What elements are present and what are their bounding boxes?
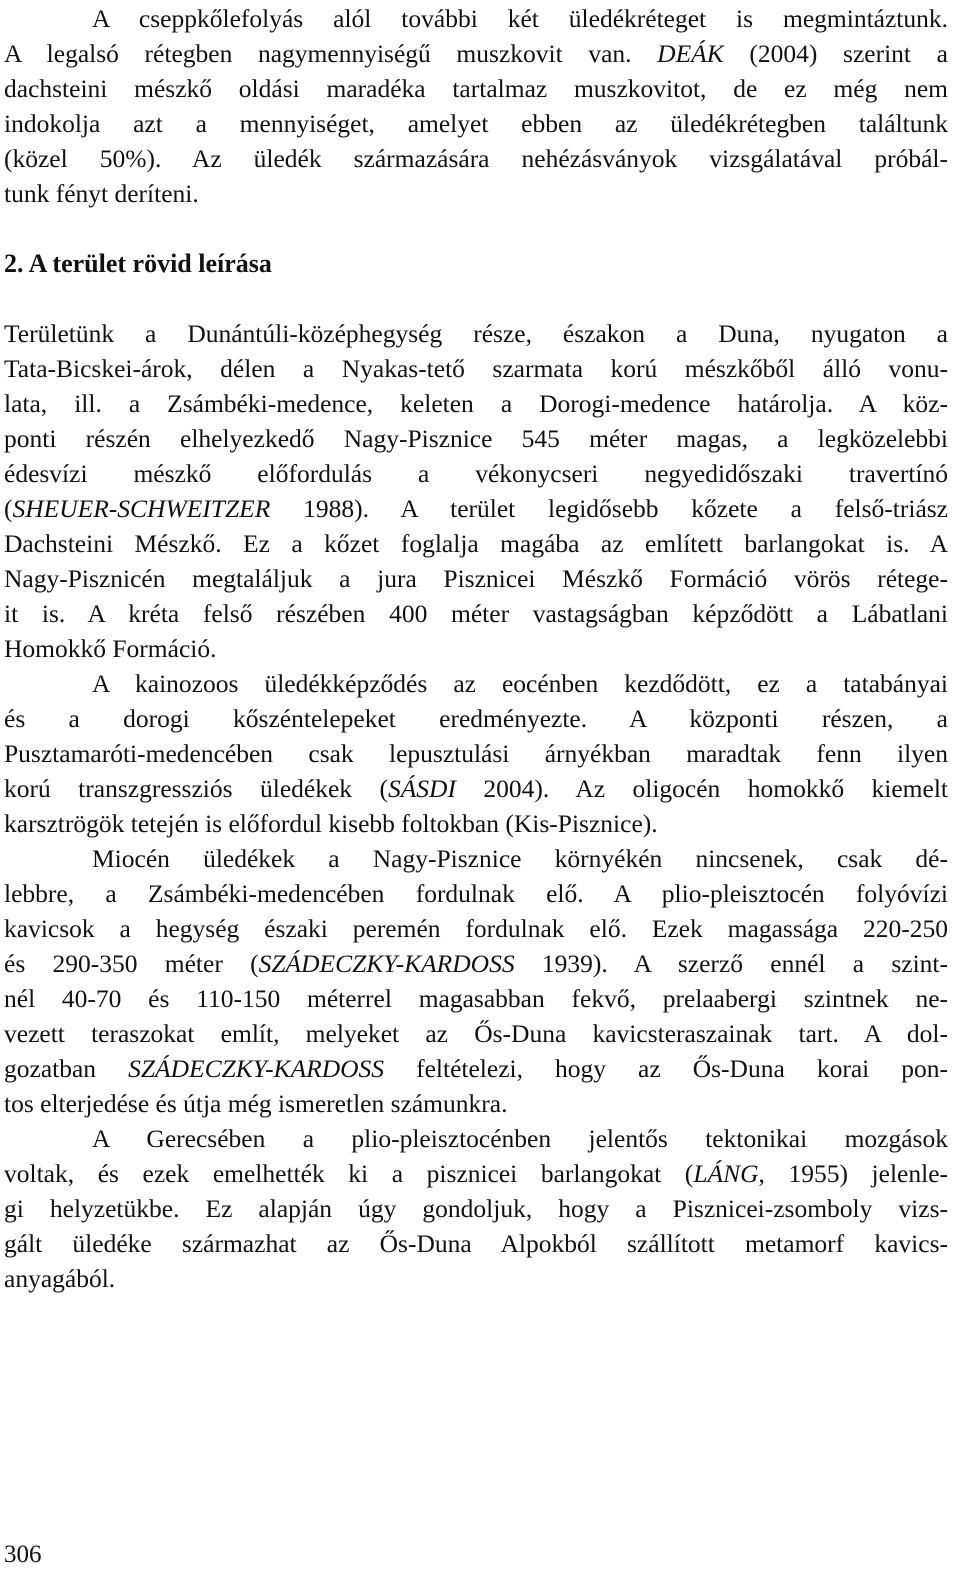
text-line: Homokkő Formáció. — [4, 634, 217, 663]
citation-author: LÁNG — [693, 1159, 759, 1188]
citation-author: SHEUER-SCHWEITZER — [12, 494, 271, 523]
text-line: vezett teraszokat említ, melyeket az Ős-Duna kavicsteraszainak tart. A dol- — [4, 1019, 948, 1048]
text-line: Területünk a Dunántúli-középhegység része, északon a Duna, nyugaton a — [4, 319, 948, 348]
text-line — [4, 36, 948, 71]
text-line — [4, 1156, 948, 1191]
text-line — [4, 491, 948, 526]
text-line: A Gerecsében a plio-pleisztocénben jelentős tektonikai mozgások — [92, 1124, 948, 1153]
text-line: indokolja azt a mennyiséget, amelyet ebben az üledékrétegben találtunk — [4, 109, 948, 138]
text-line: tunk fényt deríteni. — [4, 179, 199, 208]
paragraph-gerecse — [4, 1121, 948, 1296]
text-line — [4, 1051, 948, 1086]
text-line: és a dorogi kőszéntelepeket eredményezte. A központi részen, a — [4, 704, 948, 733]
text-line: A cseppkőlefolyás alól további két üledékréteget is megmintáztunk. — [92, 4, 948, 33]
text-fragment: , 1955) jelenle- — [758, 1159, 949, 1188]
text-fragment: ( — [4, 494, 13, 523]
paragraph-miocene — [4, 841, 948, 1121]
text-line: gi helyzetükbe. Ez alapján úgy gondoljuk, hogy a Pisznicei-zsomboly vizs- — [4, 1194, 948, 1223]
citation-author: DEÁK — [657, 39, 724, 68]
text-line: it is. A kréta felső részében 400 méter vastagságban képződött a Lábatlani — [4, 599, 948, 628]
text-line: lebbre, a Zsámbéki-medencében fordulnak elő. A plio-pleisztocén folyóvízi — [4, 879, 948, 908]
citation-author: SÁSDI — [387, 774, 456, 803]
text-line: karsztrögök tetején is előfordul kisebb foltokban (Kis-Pisznice). — [4, 809, 658, 838]
text-line: lata, ill. a Zsámbéki-medence, keleten a Dorogi-medence határolja. A köz- — [4, 389, 948, 418]
text-line: kavicsok a hegység északi peremén fordulnak elő. Ezek magassága 220-250 — [4, 914, 948, 943]
text-line: dachsteini mészkő oldási maradéka tartalmaz muszkovitot, de ez még nem — [4, 74, 948, 103]
text-line: anyagából. — [4, 1264, 116, 1293]
text-fragment: korú transzgressziós üledékek ( — [4, 774, 388, 803]
citation-author: SZÁDECZKY-KARDOSS — [128, 1054, 385, 1083]
paragraph-sediment-sampling — [4, 1, 948, 211]
text-line: nél 40-70 és 110-150 méterrel magasabban fekvő, prelaabergi szintnek ne- — [4, 984, 948, 1013]
citation-author: SZÁDECZKY-KARDOSS — [258, 949, 515, 978]
spacer — [4, 211, 948, 246]
text-fragment: A legalsó rétegben nagymennyiségű muszkovit van. — [4, 39, 658, 68]
text-line: (közel 50%). Az üledék származására nehézásványok vizsgálatával próbál- — [4, 144, 948, 173]
text-line — [4, 771, 948, 806]
text-line: Nagy-Pisznicén megtaláljuk a jura Pisznicei Mészkő Formáció vörös rétege- — [4, 564, 948, 593]
text-line — [4, 946, 948, 981]
text-line: Miocén üledékek a Nagy-Pisznice környékén nincsenek, csak dé- — [92, 844, 948, 873]
text-fragment: és 290-350 méter ( — [4, 949, 259, 978]
text-line: ponti részén elhelyezkedő Nagy-Pisznice 545 méter magas, a legközelebbi — [4, 424, 948, 453]
text-fragment: 1939). A szerző ennél a szint- — [514, 949, 948, 978]
text-line: A kainozoos üledékképződés az eocénben kezdődött, ez a tatabányai — [92, 669, 948, 698]
text-line: Tata-Bicskei-árok, délen a Nyakas-tető szarmata korú mészkőből álló vonu- — [4, 354, 948, 383]
text-fragment: voltak, és ezek emelhették ki a pisznicei barlangokat ( — [4, 1159, 694, 1188]
text-line: tos elterjedése és útja még ismeretlen számunkra. — [4, 1089, 508, 1118]
section-heading: 2. A terület rövid leírása — [4, 249, 272, 278]
text-line: gált üledéke származhat az Ős-Duna Alpokból szállított metamorf kavics- — [4, 1229, 948, 1258]
text-line: Pusztamaróti-medencében csak lepusztulási árnyékban maradtak fenn ilyen — [4, 739, 948, 768]
text-fragment: (2004) szerint a — [723, 39, 948, 68]
text-fragment: feltételezi, hogy az Ős-Duna korai pon- — [384, 1054, 948, 1083]
text-fragment: gozatban — [4, 1054, 129, 1083]
document-page — [4, 0, 948, 1296]
text-fragment: 2004). Az oligocén homokkő kiemelt — [455, 774, 948, 803]
text-line: édesvízi mészkő előfordulás a vékonycseri negyedidőszaki travertínó — [4, 459, 948, 488]
paragraph-area-description — [4, 316, 948, 666]
paragraph-cenozoic — [4, 666, 948, 841]
page-number: 306 — [4, 1541, 42, 1568]
spacer — [4, 281, 948, 316]
text-fragment: 1988). A terület legidősebb kőzete a felső-triász — [270, 494, 948, 523]
text-line: Dachsteini Mészkő. Ez a kőzet foglalja magába az említett barlangokat is. A — [4, 529, 948, 558]
